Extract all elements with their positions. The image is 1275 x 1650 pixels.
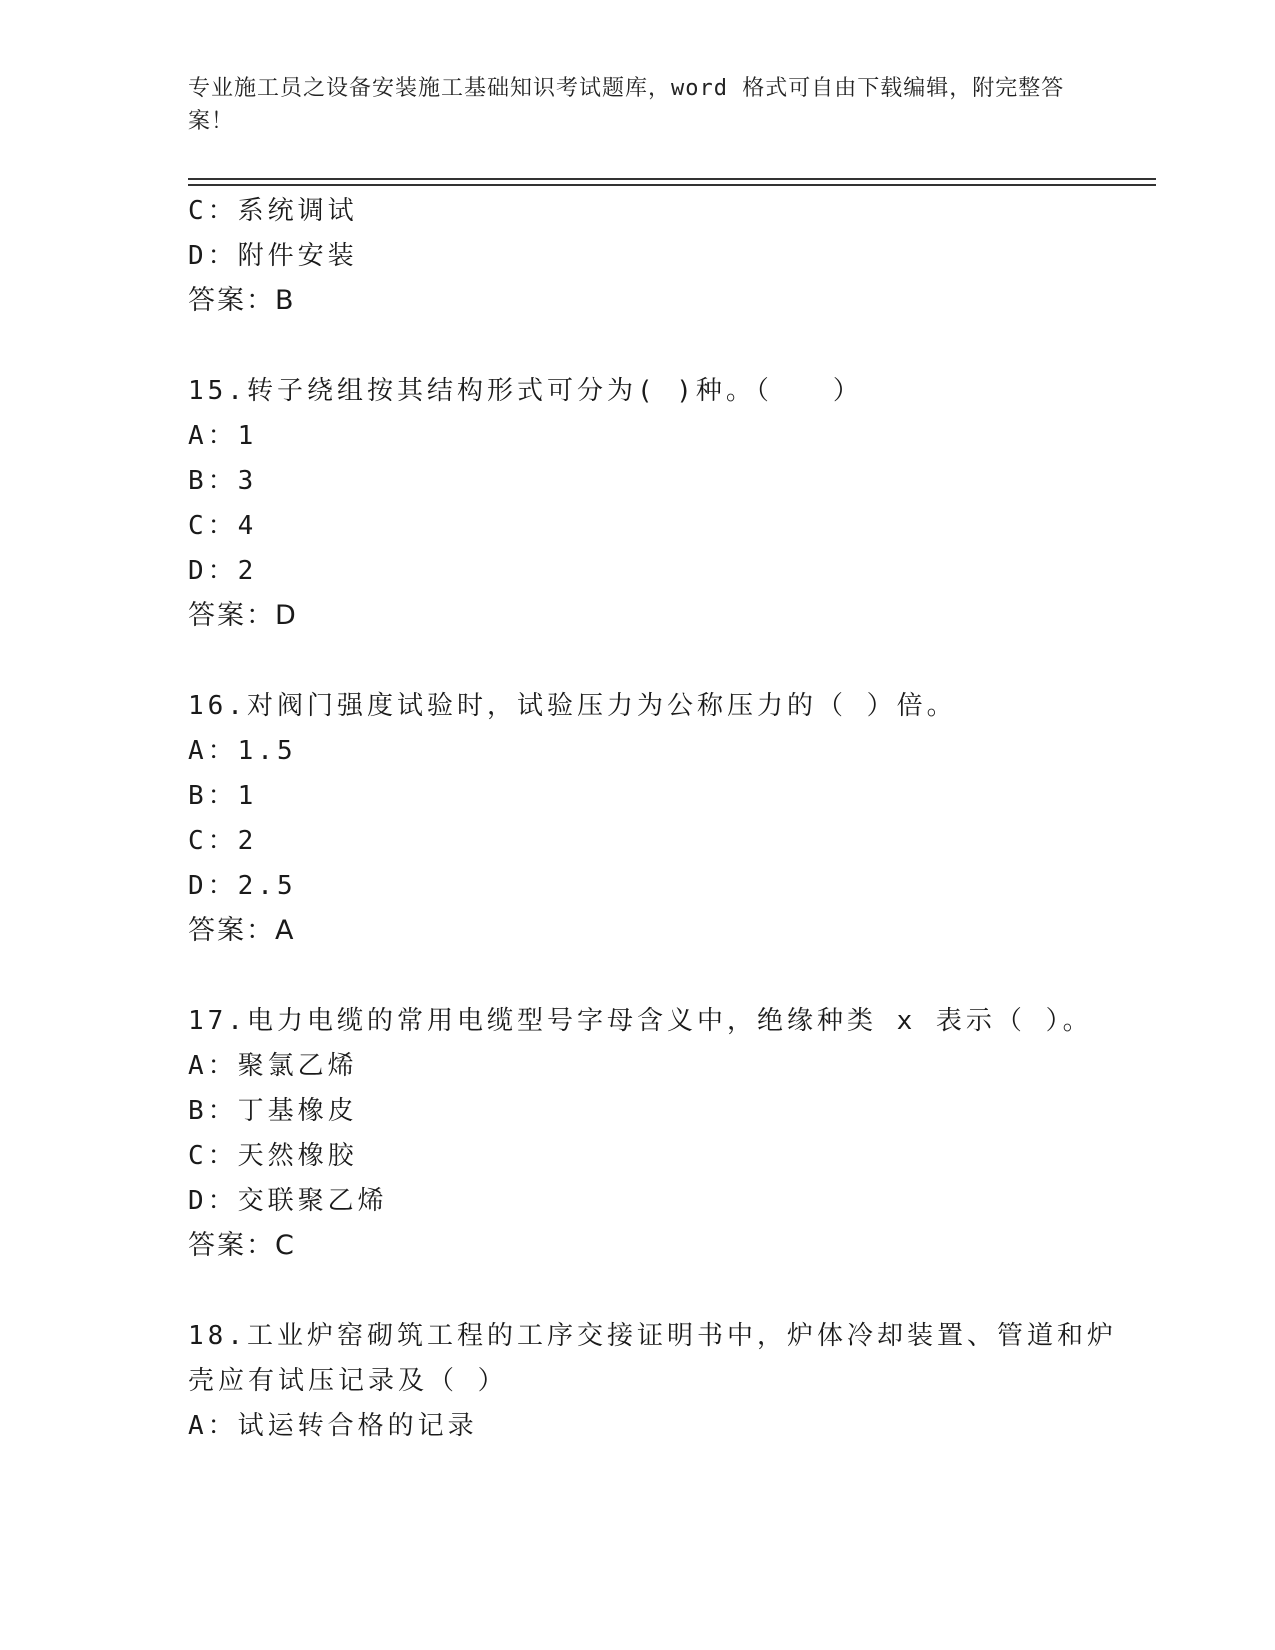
header-divider-bottom [188, 184, 1156, 186]
question-16-option-d: D：2.5 [188, 871, 297, 901]
option-c: C：系统调试 [188, 196, 358, 226]
question-17-option-a: A：聚氯乙烯 [188, 1051, 358, 1081]
question-15-option-c: C：4 [188, 511, 258, 541]
question-17-option-d: D：交联聚乙烯 [188, 1186, 388, 1216]
question-15-answer: 答案：D [188, 600, 298, 631]
question-15-option-b: B：3 [188, 466, 258, 496]
question-15-option-a: A：1 [188, 421, 258, 451]
document-header: 专业施工员之设备安装施工基础知识考试题库，word 格式可自由下载编辑，附完整答案！ [188, 76, 1065, 134]
question-18-option-a: A：试运转合格的记录 [188, 1411, 478, 1441]
question-17-option-b: B：丁基橡皮 [188, 1096, 358, 1126]
question-15-stem: 15.转子绕组按其结构形式可分为( )种。（ ） [188, 376, 863, 406]
question-17-stem: 17.电力电缆的常用电缆型号字母含义中，绝缘种类 x 表示（ ）。 [188, 1006, 1093, 1036]
question-18-stem: 18.工业炉窑砌筑工程的工序交接证明书中，炉体冷却装置、管道和炉 [188, 1321, 1117, 1351]
question-17-answer: 答案：C [188, 1230, 296, 1261]
question-16-option-c: C：2 [188, 826, 258, 856]
question-17-option-c: C：天然橡胶 [188, 1141, 358, 1171]
header-divider-top [188, 178, 1156, 180]
answer: 答案：B [188, 285, 296, 316]
question-16-answer: 答案：A [188, 915, 296, 946]
option-d: D：附件安装 [188, 241, 358, 271]
question-16-option-b: B：1 [188, 781, 258, 811]
question-16-option-a: A：1.5 [188, 736, 297, 766]
question-15-option-d: D：2 [188, 556, 258, 586]
question-16-stem: 16.对阀门强度试验时，试验压力为公称压力的（ ）倍。 [188, 691, 957, 721]
question-18-stem-continued: 壳应有试压记录及（ ） [188, 1366, 508, 1396]
